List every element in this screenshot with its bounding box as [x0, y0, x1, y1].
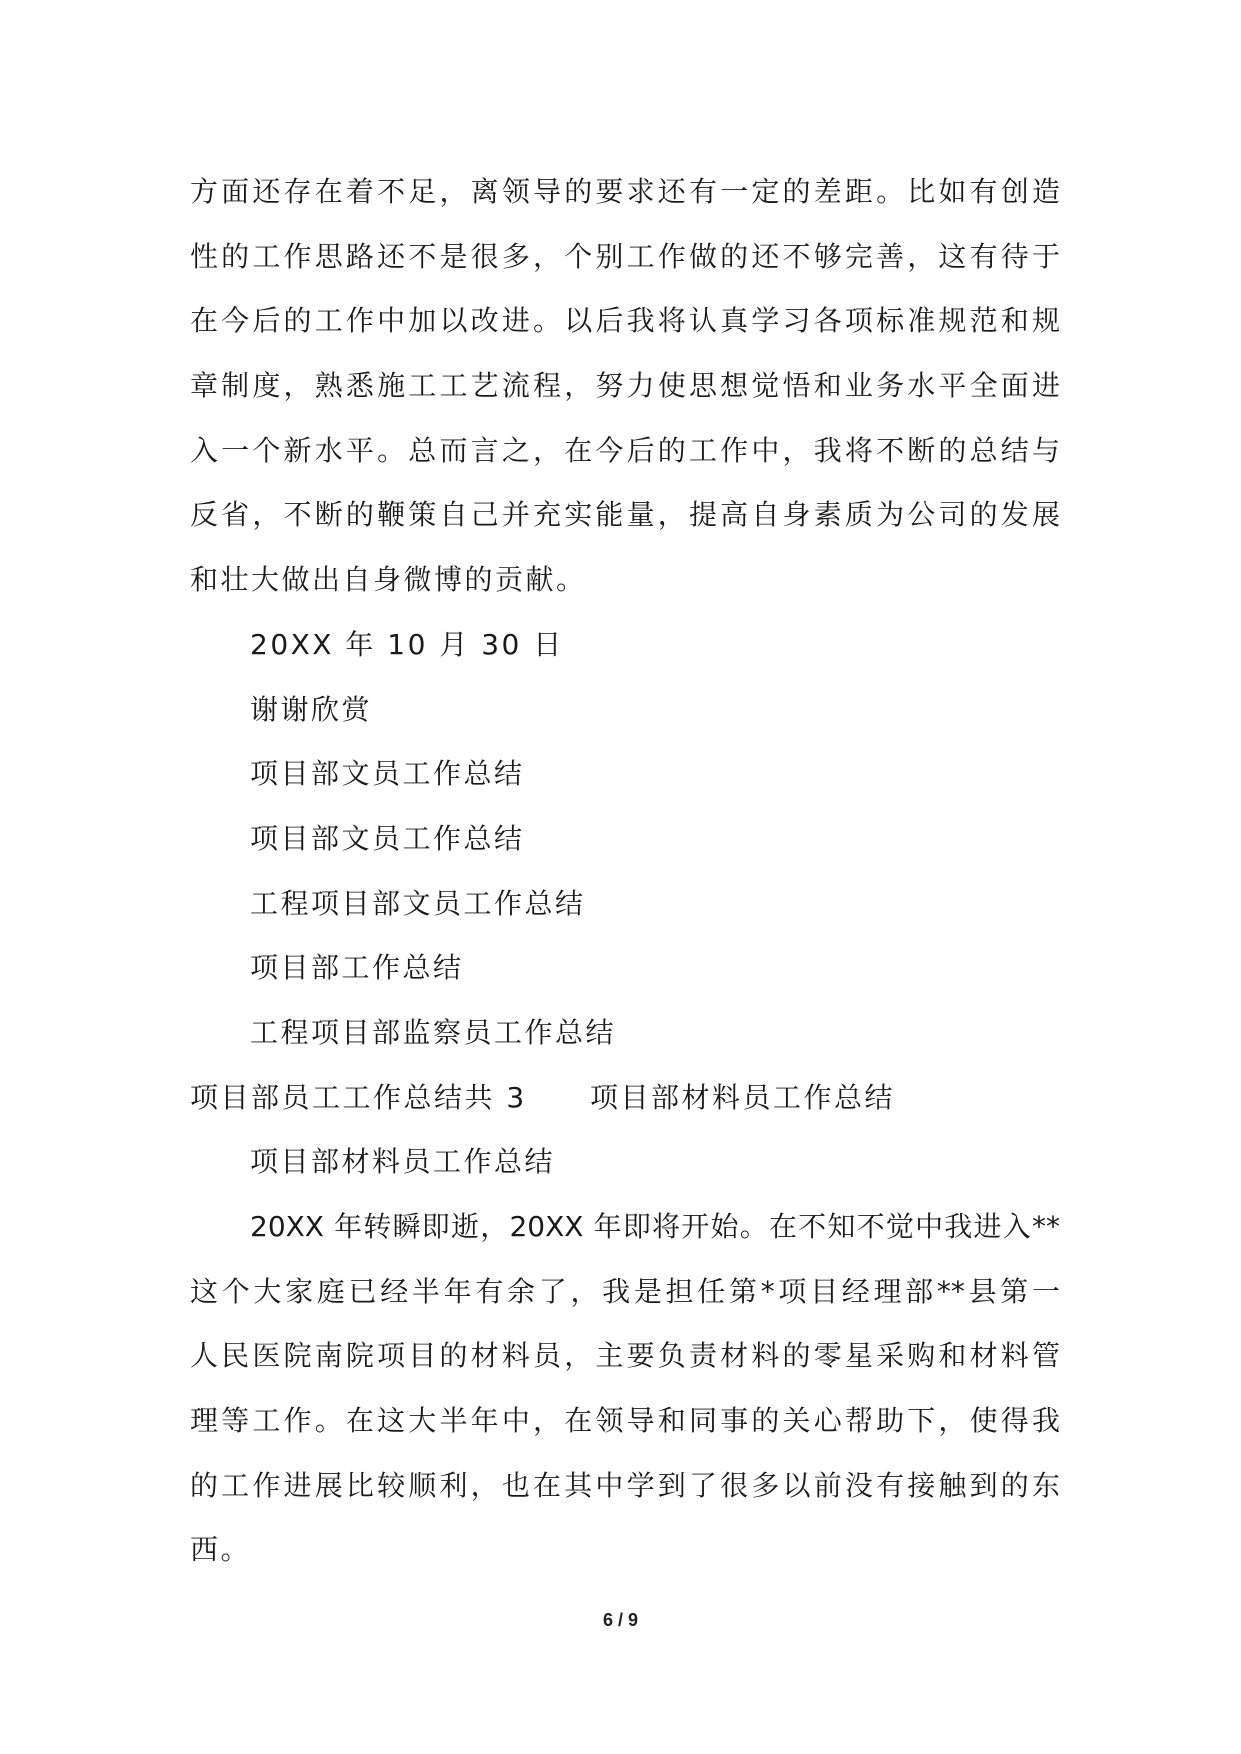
- thanks-line: 谢谢欣赏: [250, 692, 373, 726]
- paragraph-line: 方面还存在着不足，离领导的要求还有一定的差距。比如有创造: [190, 175, 1060, 208]
- paragraph-line: 20XX 年转瞬即逝，20XX 年即将开始。在不知不觉中我进入**: [250, 1210, 1060, 1243]
- page-number: 6 / 9: [602, 1610, 639, 1630]
- paragraph-line: 在今后的工作中加以改进。以后我将认真学习各项标准规范和规: [190, 304, 1060, 338]
- paragraph-line: 人民医院南院项目的材料员，主要负责材料的零星采购和材料管: [190, 1339, 1060, 1373]
- related-title: 工程项目部监察员工作总结: [250, 1015, 617, 1049]
- paragraph-line: 章制度，熟悉施工工艺流程，努力使思想觉悟和业务水平全面进: [190, 369, 1060, 403]
- date-line: 20XX 年 10 月 30 日: [250, 627, 564, 661]
- paragraph-line: 这个大家庭已经半年有余了，我是担任第*项目经理部**县第一: [190, 1274, 1060, 1308]
- paragraph-line: 性的工作思路还不是很多，个别工作做的还不够完善，这有待于: [190, 239, 1060, 273]
- related-title: 项目部工作总结: [250, 951, 464, 985]
- related-title: 工程项目部文员工作总结: [250, 886, 586, 920]
- paragraph-line: 西。: [190, 1533, 252, 1567]
- paragraph-line: 反省，不断的鞭策自己并充实能量，提高自身素质为公司的发展: [190, 498, 1060, 532]
- section-heading: 项目部材料员工作总结: [250, 1145, 556, 1179]
- document-body: [190, 160, 1060, 1583]
- paragraph-line: 理等工作。在这大半年中，在领导和同事的关心帮助下，使得我: [190, 1404, 1060, 1438]
- paragraph-line: 入一个新水平。总而言之，在今后的工作中，我将不断的总结与: [190, 433, 1060, 467]
- section-title-row: [190, 1066, 1060, 1131]
- section-title: 项目部员工工作总结共 3: [190, 1080, 527, 1114]
- related-title: 项目部文员工作总结: [250, 821, 525, 855]
- paragraph-line: 和壮大做出自身微博的贡献。: [190, 563, 587, 597]
- section-subtitle: 项目部材料员工作总结: [590, 1080, 896, 1114]
- related-title: 项目部文员工作总结: [250, 757, 525, 791]
- paragraph-line: 的工作进展比较顺利，也在其中学到了很多以前没有接触到的东: [190, 1468, 1060, 1502]
